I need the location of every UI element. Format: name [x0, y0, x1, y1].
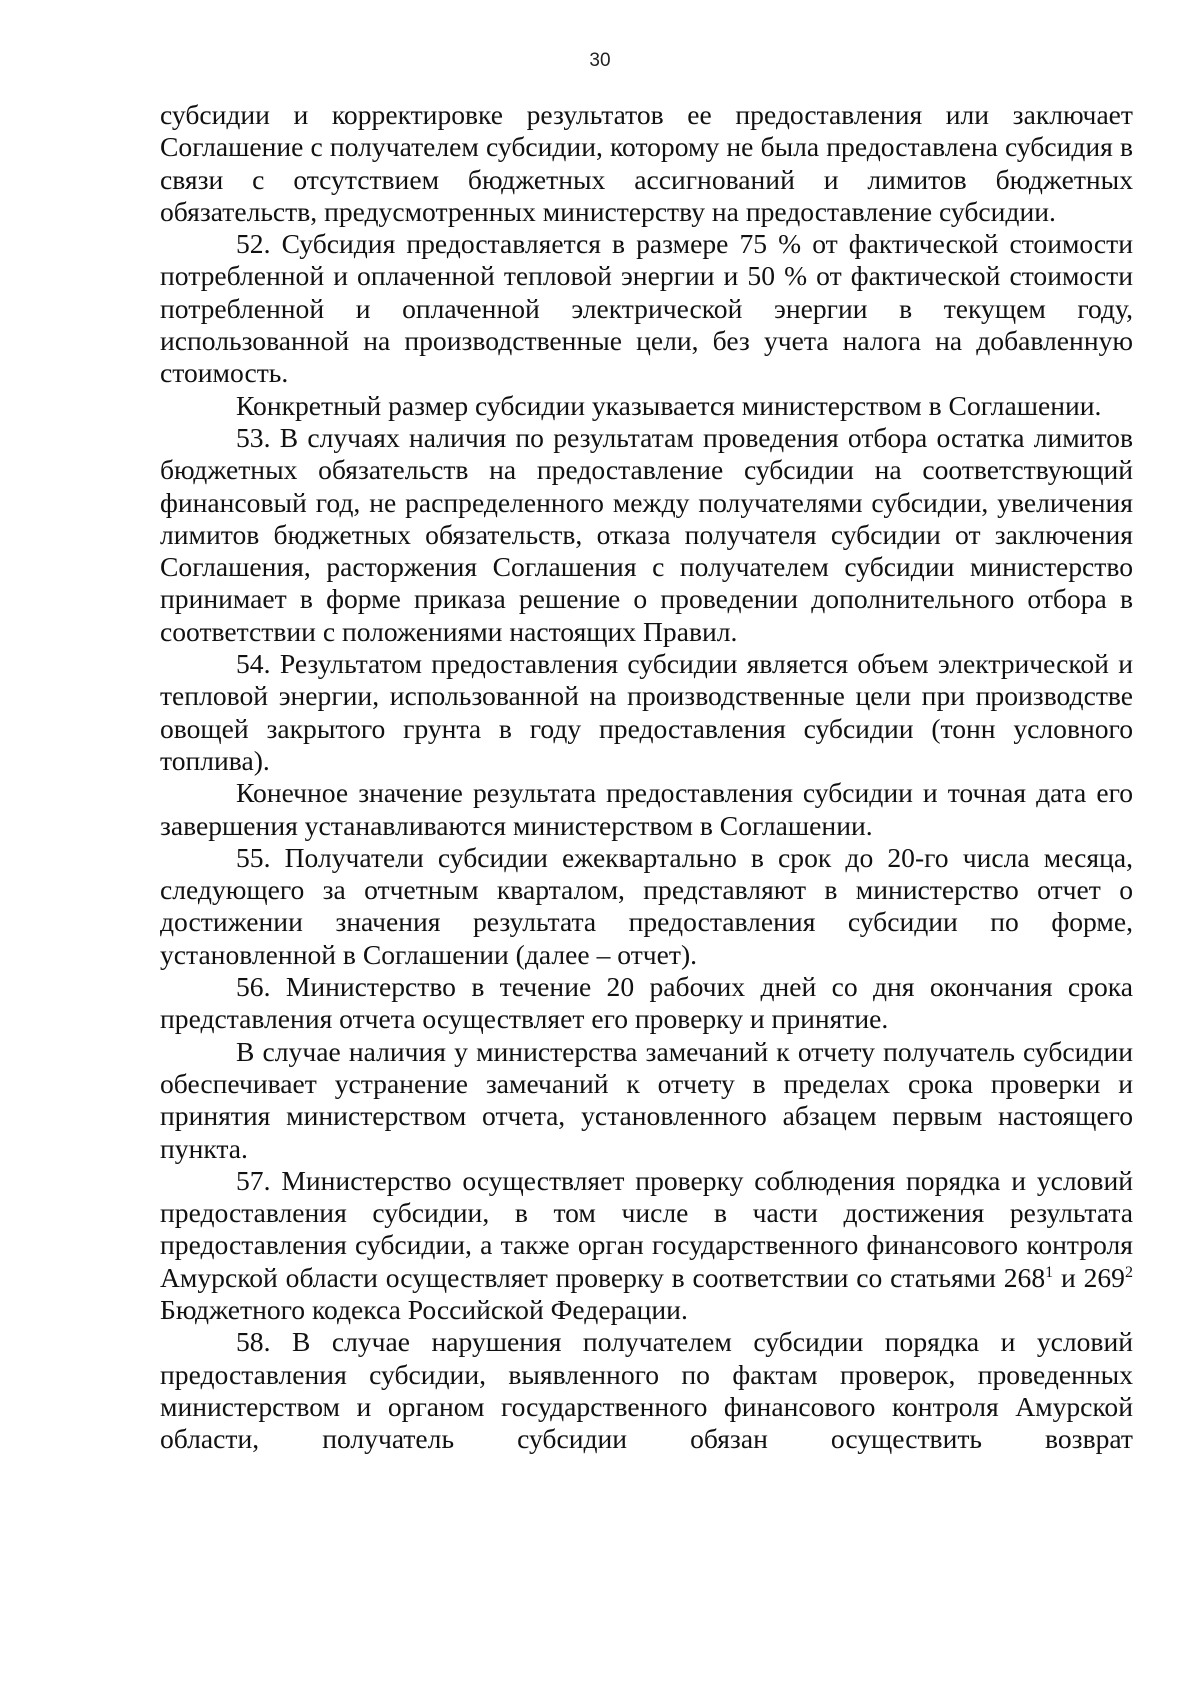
- document-body: [160, 99, 1133, 1455]
- paragraph-55: 55. Получатели субсидии ежеквартально в срок до 20-го числа месяца, следующего за отчетным кварталом, представляют в министерство отчет о достижении значения результата предоставления субсидии по форме, установленной в Соглашении (далее – отчет).: [160, 841, 1133, 970]
- paragraph-56-remarks: В случае наличия у министерства замечаний к отчету получатель субсидии обеспечивает устранение замечаний к отчету в пределах срока проверки и принятия министерством отчета, установленного абзацем первым настоящего пункта.: [160, 1035, 1133, 1164]
- paragraph-58: 58. В случае нарушения получателем субсидии порядка и условий предоставления субсидии, выявленного по фактам проверок, проведенных министерством и органом государственного финансового контроля Амурской области, получатель субсидии обязан осуществить возврат: [160, 1326, 1133, 1455]
- paragraph-53: 53. В случаях наличия по результатам проведения отбора остатка лимитов бюджетных обязательств на предоставление субсидии на соответствующий финансовый год, не распределенного между получателями субсидии, увеличения лимитов бюджетных обязательств, отказа получателя субсидии от заключения Соглашения, расторжения Соглашения с получателем субсидии министерство принимает в форме приказа решение о проведении дополнительного отбора в соответствии с положениями настоящих Правил.: [160, 421, 1133, 647]
- paragraph-57-text-end: Бюджетного кодекса Российской Федерации.: [160, 1293, 688, 1325]
- paragraph-57-text-start: 57. Министерство осуществляет проверку соблюдения порядка и условий предоставления субсидии, в том числе в части достижения результата предоставления субсидии, а также орган государственного финансового контроля Амурской области осуществляет проверку в соответствии со статьями 268: [160, 1164, 1133, 1293]
- paragraph-54-final-value: Конечное значение результата предоставления субсидии и точная дата его завершения устанавливаются министерством в Соглашении.: [160, 777, 1133, 841]
- article-superscript-2: 2: [1124, 1263, 1133, 1281]
- paragraph-56: 56. Министерство в течение 20 рабочих дней со дня окончания срока представления отчета осуществляет его проверку и принятие.: [160, 971, 1133, 1035]
- paragraph-57-text-middle: и 269: [1053, 1261, 1125, 1293]
- paragraph-57: [160, 1165, 1133, 1326]
- paragraph-52: 52. Субсидия предоставляется в размере 75 % от фактической стоимости потребленной и оплаченной тепловой энергии и 50 % от фактической стоимости потребленной и оплаченной электрической энергии в текущем году, использованной на производственные цели, без учета налога на добавленную стоимость.: [160, 228, 1133, 389]
- page-number: 30: [589, 50, 611, 71]
- article-superscript-1: 1: [1045, 1263, 1054, 1281]
- paragraph-continuation: субсидии и корректировке результатов ее предоставления или заключает Соглашение с получателем субсидии, которому не была предоставлена субсидия в связи с отсутствием бюджетных ассигнований и лимитов бюджетных обязательств, предусмотренных министерству на предоставление субсидии.: [160, 99, 1133, 227]
- paragraph-54: 54. Результатом предоставления субсидии является объем электрической и тепловой энергии, использованной на производственные цели при производстве овощей закрытого грунта в году предоставления субсидии (тонн условного топлива).: [160, 648, 1133, 776]
- paragraph-52-amount: Конкретный размер субсидии указывается министерством в Соглашении.: [236, 389, 1102, 421]
